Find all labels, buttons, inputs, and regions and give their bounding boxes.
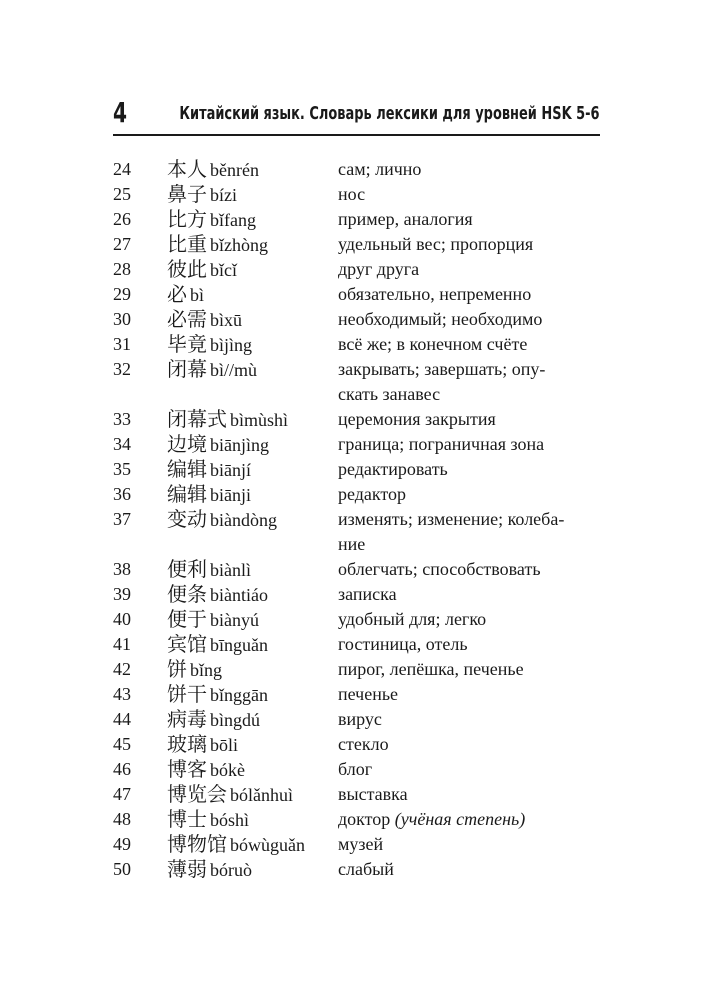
- entry-headword: [167, 557, 251, 584]
- entry-headword: [167, 307, 242, 334]
- entry-row: [0, 732, 701, 757]
- entry-number: 39: [113, 584, 131, 604]
- page-number: 4: [113, 96, 128, 129]
- entry-hanzi: 玻璃: [167, 732, 207, 756]
- entry-translation: всё же; в конечном счёте: [338, 334, 528, 354]
- entry-translation: редактировать: [338, 459, 448, 479]
- entry-hanzi: 闭幕: [167, 357, 207, 381]
- entry-row: [0, 432, 701, 457]
- entry-hanzi: 便于: [167, 607, 207, 631]
- entry-row: [0, 657, 701, 682]
- entry-headword: [167, 782, 293, 809]
- entry-hanzi: 闭幕式: [167, 407, 227, 431]
- translation-line: скать занавес: [338, 384, 441, 404]
- entry-number: 40: [113, 609, 131, 629]
- entry-row: [0, 707, 701, 732]
- entry-hanzi: 必需: [167, 307, 207, 331]
- entry-number: 50: [113, 859, 131, 879]
- entry-row: [0, 507, 701, 557]
- entry-pinyin: bókè: [210, 760, 245, 780]
- entry-translation: нос: [338, 184, 366, 204]
- entry-number: 24: [113, 159, 131, 179]
- entry-headword: [167, 407, 288, 434]
- entry-translation: пример, аналогия: [338, 209, 473, 229]
- entry-row: [0, 857, 701, 882]
- entry-hanzi: 博物馆: [167, 832, 227, 856]
- entry-translation: записка: [338, 584, 397, 604]
- entry-translation: обязательно, непременно: [338, 284, 532, 304]
- entry-row: [0, 807, 701, 832]
- entry-translation: слабый: [338, 859, 394, 879]
- entry-translation: [338, 507, 600, 557]
- header-rule: [113, 134, 600, 136]
- entry-pinyin: biàntiáo: [210, 585, 268, 605]
- entry-pinyin: bōli: [210, 735, 239, 755]
- entry-row: [0, 232, 701, 257]
- entry-translation: удобный для; легко: [338, 609, 487, 629]
- entry-headword: [167, 357, 257, 384]
- entry-headword: [167, 707, 260, 734]
- entry-number: 29: [113, 284, 131, 304]
- page-header: [113, 96, 600, 132]
- entry-number: 44: [113, 709, 131, 729]
- entry-translation: гостиница, отель: [338, 634, 468, 654]
- entry-hanzi: 便利: [167, 557, 207, 581]
- entry-row: [0, 207, 701, 232]
- entry-pinyin: biānji: [210, 485, 251, 505]
- entry-translation: редактор: [338, 484, 407, 504]
- entry-headword: [167, 432, 269, 459]
- entry-hanzi: 必: [167, 282, 187, 306]
- entry-translation: вирус: [338, 709, 382, 729]
- entry-row: [0, 357, 701, 407]
- entry-pinyin: biàndòng: [210, 510, 277, 530]
- entry-pinyin: biànlì: [210, 560, 251, 580]
- entry-translation: необходимый; необходимо: [338, 309, 543, 329]
- entry-pinyin: bǐzhòng: [210, 235, 268, 255]
- entry-headword: [167, 632, 268, 659]
- entry-hanzi: 便条: [167, 582, 207, 606]
- entry-row: [0, 482, 701, 507]
- entry-number: 47: [113, 784, 131, 804]
- entry-row: [0, 257, 701, 282]
- entry-translation: друг друга: [338, 259, 420, 279]
- entry-translation: [338, 807, 600, 832]
- entry-number: 34: [113, 434, 131, 454]
- entry-pinyin: bīnguǎn: [210, 635, 268, 655]
- entry-row: [0, 632, 701, 657]
- entry-translation: пирог, лепёшка, печенье: [338, 659, 524, 679]
- entry-row: [0, 332, 701, 357]
- entry-row: [0, 607, 701, 632]
- entry-pinyin: bóshì: [210, 810, 250, 830]
- entry-hanzi: 病毒: [167, 707, 207, 731]
- entry-headword: [167, 482, 251, 509]
- entry-translation: [338, 357, 600, 407]
- entry-translation: сам; лично: [338, 159, 422, 179]
- entry-translation: выставка: [338, 784, 408, 804]
- translation-note: (учёная степень): [394, 809, 526, 829]
- entry-number: 37: [113, 509, 131, 529]
- entry-hanzi: 宾馆: [167, 632, 207, 656]
- entry-headword: [167, 757, 245, 784]
- entry-headword: [167, 157, 259, 184]
- entry-hanzi: 博客: [167, 757, 207, 781]
- entry-number: 41: [113, 634, 131, 654]
- entry-hanzi: 毕竟: [167, 332, 207, 356]
- entry-number: 25: [113, 184, 131, 204]
- entry-hanzi: 比重: [167, 232, 207, 256]
- entry-pinyin: bì//mù: [210, 360, 258, 380]
- entry-row: [0, 282, 701, 307]
- entry-pinyin: bǐng: [190, 660, 223, 680]
- entry-pinyin: bǐnggān: [210, 685, 268, 705]
- entry-number: 27: [113, 234, 131, 254]
- entry-number: 49: [113, 834, 131, 854]
- entry-pinyin: biānjìng: [210, 435, 269, 455]
- entry-pinyin: bówùguǎn: [230, 835, 305, 855]
- entry-number: 42: [113, 659, 131, 679]
- entry-headword: [167, 832, 305, 859]
- entry-translation: граница; пограничная зона: [338, 434, 545, 454]
- entry-pinyin: bìngdú: [210, 710, 261, 730]
- entry-number: 33: [113, 409, 131, 429]
- entry-headword: [167, 182, 237, 209]
- translation-line: закрывать; завершать; опу-: [338, 359, 546, 379]
- entry-translation: стекло: [338, 734, 389, 754]
- entry-translation: блог: [338, 759, 373, 779]
- entry-translation: печенье: [338, 684, 399, 704]
- entry-row: [0, 457, 701, 482]
- entry-pinyin: bì: [190, 285, 205, 305]
- entry-hanzi: 编辑: [167, 457, 207, 481]
- entry-headword: [167, 207, 256, 234]
- entry-row: [0, 157, 701, 182]
- entry-list: [0, 157, 701, 882]
- entry-pinyin: bìjìng: [210, 335, 253, 355]
- entry-row: [0, 682, 701, 707]
- entry-number: 31: [113, 334, 131, 354]
- entry-headword: [167, 682, 268, 709]
- entry-row: [0, 582, 701, 607]
- entry-hanzi: 边境: [167, 432, 207, 456]
- entry-hanzi: 彼此: [167, 257, 207, 281]
- entry-translation: церемония закрытия: [338, 409, 496, 429]
- entry-pinyin: biānjí: [210, 460, 251, 480]
- entry-pinyin: bǐcǐ: [210, 260, 237, 280]
- entry-headword: [167, 332, 252, 359]
- entry-hanzi: 变动: [167, 507, 207, 531]
- translation-line: изменять; изменение; колеба-: [338, 509, 565, 529]
- entry-hanzi: 本人: [167, 157, 207, 181]
- entry-number: 38: [113, 559, 131, 579]
- entry-headword: [167, 732, 238, 759]
- entry-hanzi: 饼干: [167, 682, 207, 706]
- entry-number: 35: [113, 459, 131, 479]
- entry-hanzi: 鼻子: [167, 182, 207, 206]
- entry-translation: удельный вес; пропорция: [338, 234, 534, 254]
- entry-row: [0, 832, 701, 857]
- entry-hanzi: 薄弱: [167, 857, 207, 881]
- entry-pinyin: bìxū: [210, 310, 243, 330]
- entry-row: [0, 307, 701, 332]
- entry-pinyin: bǐfang: [210, 210, 256, 230]
- entry-headword: [167, 232, 268, 259]
- entry-number: 46: [113, 759, 131, 779]
- entry-headword: [167, 257, 237, 284]
- entry-hanzi: 饼: [167, 657, 187, 681]
- entry-row: [0, 407, 701, 432]
- entry-row: [0, 182, 701, 207]
- entry-headword: [167, 282, 204, 309]
- entry-pinyin: biànyú: [210, 610, 259, 630]
- translation-main: доктор: [338, 809, 391, 829]
- entry-hanzi: 博览会: [167, 782, 227, 806]
- entry-translation: музей: [338, 834, 384, 854]
- entry-pinyin: běnrén: [210, 160, 259, 180]
- entry-number: 28: [113, 259, 131, 279]
- entry-number: 32: [113, 359, 131, 379]
- entry-headword: [167, 857, 252, 884]
- page-title: Китайский язык. Словарь лексики для уровней HSK 5-6: [179, 103, 600, 124]
- entry-number: 48: [113, 809, 131, 829]
- entry-number: 43: [113, 684, 131, 704]
- entry-pinyin: bólǎnhuì: [230, 785, 293, 805]
- entry-pinyin: bízi: [210, 185, 237, 205]
- entry-number: 26: [113, 209, 131, 229]
- entry-pinyin: bóruò: [210, 860, 252, 880]
- entry-number: 30: [113, 309, 131, 329]
- entry-headword: [167, 582, 268, 609]
- entry-headword: [167, 507, 277, 534]
- entry-number: 36: [113, 484, 131, 504]
- translation-line: ние: [338, 534, 366, 554]
- entry-row: [0, 782, 701, 807]
- entry-headword: [167, 607, 259, 634]
- entry-translation: облегчать; способствовать: [338, 559, 541, 579]
- entry-hanzi: 博士: [167, 807, 207, 831]
- entry-headword: [167, 657, 222, 684]
- entry-row: [0, 757, 701, 782]
- entry-pinyin: bìmùshì: [230, 410, 289, 430]
- entry-headword: [167, 807, 249, 834]
- entry-row: [0, 557, 701, 582]
- entry-number: 45: [113, 734, 131, 754]
- entry-hanzi: 编辑: [167, 482, 207, 506]
- entry-headword: [167, 457, 251, 484]
- entry-hanzi: 比方: [167, 207, 207, 231]
